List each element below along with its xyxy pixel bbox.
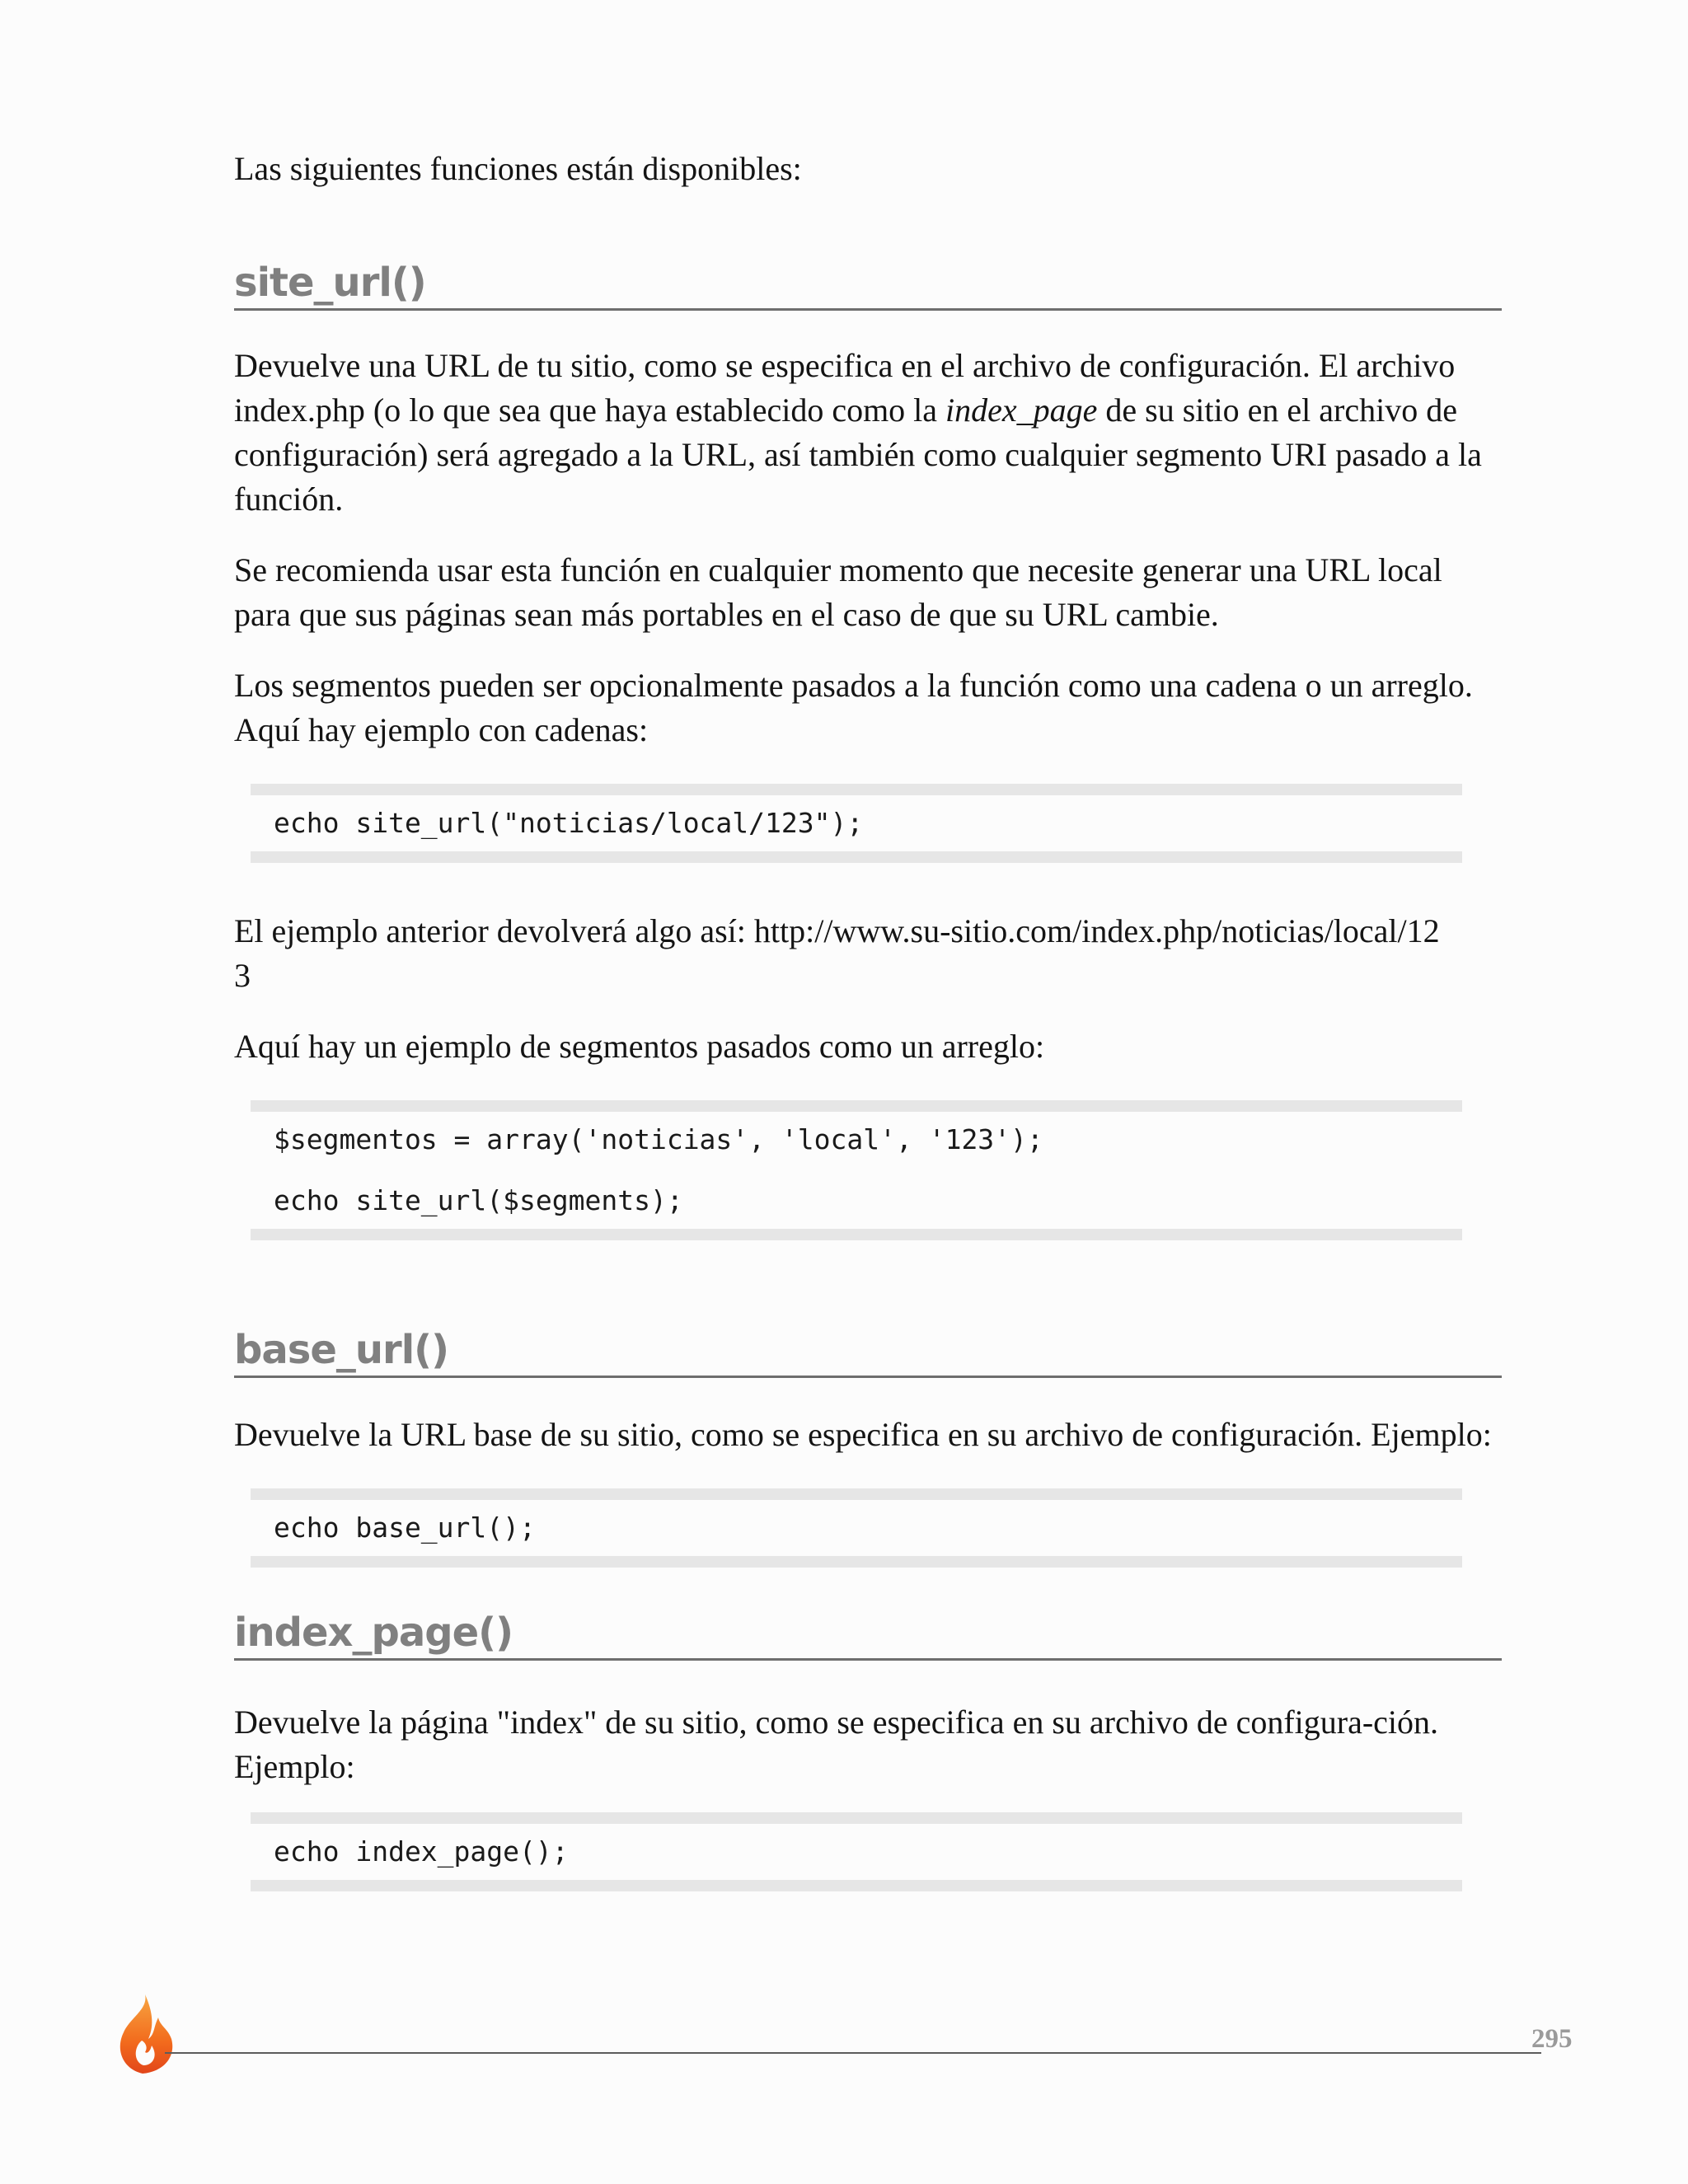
- code-line: echo site_url($segments);: [274, 1184, 683, 1216]
- code-block-site-url-string: [251, 784, 1462, 863]
- base-url-heading: base_url(): [234, 1326, 1502, 1378]
- code-block-site-url-array: [251, 1100, 1462, 1240]
- page-number: 295: [1531, 2024, 1573, 2054]
- site-url-description-part2: de su sitio en el archivo de configuración) será agregado a la URL, así también como cualquier segmento URI pasado a la función.: [234, 391, 1482, 518]
- footer-rule: [165, 2052, 1541, 2054]
- site-url-description: [234, 344, 1502, 522]
- site-url-heading: site_url(): [234, 259, 1502, 311]
- code-line: echo index_page();: [274, 1835, 569, 1868]
- intro-text: Las siguientes funciones están disponibles:: [234, 150, 802, 187]
- index-page-description: Devuelve la página "index" de su sitio, como se especifica en su archivo de configura-ción. Ejemplo:: [234, 1704, 1439, 1785]
- site-url-result-text: El ejemplo anterior devolverá algo así: http://www.su-sitio.com/index.php/noticias/local/123: [234, 912, 1440, 994]
- code-line: echo site_url("noticias/local/123");: [274, 807, 864, 839]
- code-block-base-url: [251, 1488, 1462, 1568]
- code-block-index-page: [251, 1812, 1462, 1891]
- site-url-segments-text: Los segmentos pueden ser opcionalmente pasados a la función como una cadena o un arreglo. Aquí hay ejemplo con cadenas:: [234, 667, 1473, 748]
- flame-logo-icon: [106, 1993, 180, 2075]
- page-content: [234, 147, 1502, 1891]
- site-url-description-part1: Devuelve una URL de tu sitio, como se especifica en el archivo de configuración. El archivo index.php (o lo que sea que haya establecido como la: [234, 347, 1456, 429]
- code-line: $segmentos = array('noticias', 'local', '123');: [274, 1123, 1043, 1155]
- code-line: echo base_url();: [274, 1511, 536, 1544]
- base-url-description: Devuelve la URL base de su sitio, como se especifica en su archivo de configuración. Ejemplo:: [234, 1416, 1492, 1453]
- index-page-heading: index_page(): [234, 1609, 1502, 1661]
- site-url-recommendation: Se recomienda usar esta función en cualquier momento que necesite generar una URL local para que sus páginas sean más portables en el caso de que su URL cambie.: [234, 551, 1442, 633]
- index-page-term: index_page: [945, 391, 1098, 429]
- site-url-array-intro: Aquí hay un ejemplo de segmentos pasados como un arreglo:: [234, 1028, 1045, 1065]
